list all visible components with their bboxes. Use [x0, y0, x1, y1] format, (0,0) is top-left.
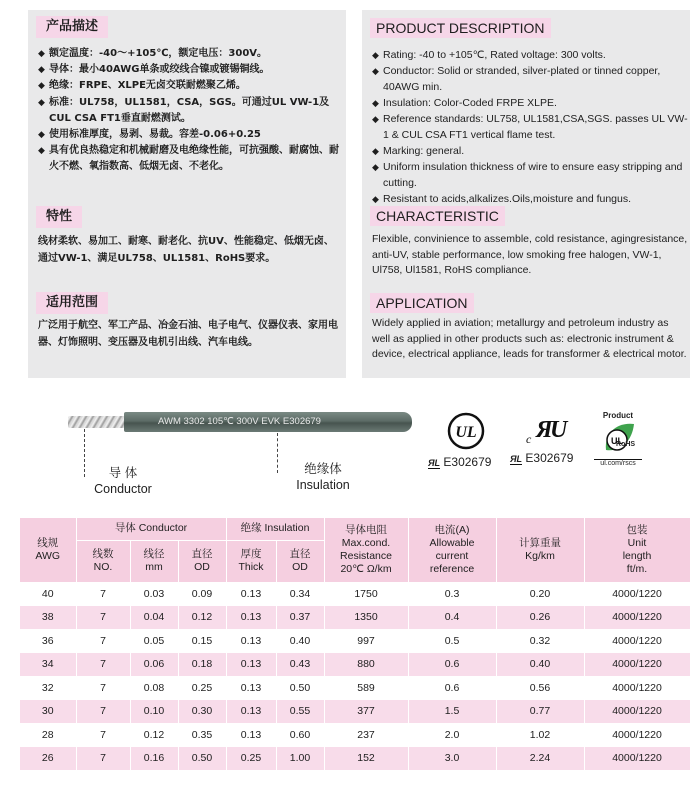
header-text: 线数 — [92, 548, 114, 560]
table-cell: 1.02 — [496, 723, 584, 747]
cul-file-number — [510, 450, 590, 466]
svg-text:Я: Я — [536, 417, 553, 443]
header-text: reference — [429, 562, 475, 575]
header-text: Unit — [627, 536, 647, 549]
table-cell: 4000/1220 — [584, 653, 690, 677]
characteristic-en-text: Flexible, convinience to assemble, cold resistance, agingresistance, anti-UV, stable performance, low smoking free halogen, VW-1, Ul758, Ul1581, RoHS compliance. — [372, 233, 688, 276]
list-item: ◆ Rating: -40 to +105℃, Rated voltage: 300 volts. — [372, 47, 688, 63]
table-row — [20, 582, 690, 606]
table-cell: 0.06 — [130, 653, 178, 677]
table-cell: 0.25 — [178, 676, 226, 700]
column-header-current — [408, 518, 496, 582]
table-cell: 4000/1220 — [584, 606, 690, 630]
table-cell: 880 — [324, 653, 408, 677]
table-cell: 7 — [76, 653, 130, 677]
spec-table-body — [20, 582, 690, 770]
ul-file-number — [428, 454, 518, 470]
table-cell: 0.50 — [276, 676, 324, 700]
characteristic-en-heading: CHARACTERISTIC — [370, 206, 505, 226]
table-cell: 0.09 — [178, 582, 226, 606]
table-cell: 0.32 — [496, 629, 584, 653]
insulation-label-cn: 绝缘体 — [304, 462, 342, 476]
table-cell: 0.13 — [226, 653, 276, 677]
header-text: 包装 — [626, 523, 648, 536]
table-cell: 0.37 — [276, 606, 324, 630]
table-cell: 4000/1220 — [584, 582, 690, 606]
cur-recognized-mark-icon — [524, 413, 576, 449]
table-cell: 28 — [20, 723, 76, 747]
table-cell: 7 — [76, 606, 130, 630]
table-cell: 1.00 — [276, 747, 324, 771]
table-row — [20, 606, 690, 630]
header-text: mm — [145, 561, 163, 573]
table-cell: 0.10 — [130, 700, 178, 724]
ul-mark-icon: ЯL — [428, 458, 441, 468]
table-cell: 0.13 — [226, 676, 276, 700]
table-row — [20, 629, 690, 653]
ul-listed-mark-icon — [446, 411, 486, 451]
header-text: 计算重量 — [519, 536, 562, 549]
characteristic-cn-text: 线材柔软、易加工、耐寒、耐老化、抗UV、性能稳定、低烟无卤、通过VW-1、满足UL758、UL1581、RoHS要求。 — [38, 236, 334, 264]
rohs-url-text: ul.com/rscs — [594, 459, 642, 468]
header-text: AWG — [35, 549, 61, 562]
table-cell: 2.24 — [496, 747, 584, 771]
column-header-weight — [496, 518, 584, 582]
table-row — [20, 700, 690, 724]
header-text: OD — [292, 561, 308, 573]
table-cell: 7 — [76, 629, 130, 653]
table-row — [20, 723, 690, 747]
table-cell: 0.4 — [408, 606, 496, 630]
conductor-label-en: Conductor — [94, 482, 152, 496]
column-header-packing — [584, 518, 690, 582]
ul-rohs-mark — [594, 411, 642, 467]
table-cell: 0.18 — [178, 653, 226, 677]
header-text: 导体电阻 — [345, 523, 388, 536]
wire-spec-table — [20, 518, 691, 770]
header-text: Allowable — [429, 536, 475, 549]
table-row — [20, 676, 690, 700]
wire-diagram — [0, 385, 700, 510]
table-cell: 40 — [20, 582, 76, 606]
table-cell: 7 — [76, 700, 130, 724]
table-cell: 30 — [20, 700, 76, 724]
list-item: ◆ 导体：最小40AWG单条或绞线合镍或镀锡铜线。 — [38, 62, 342, 78]
column-group-insulation: 绝缘 Insulation — [226, 518, 324, 540]
list-item: ◆ Conductor: Solid or stranded, silver-plated or tinned copper, 40AWG min. — [372, 63, 688, 95]
table-cell: 4000/1220 — [584, 676, 690, 700]
table-cell: 0.13 — [226, 606, 276, 630]
table-cell: 0.15 — [178, 629, 226, 653]
table-cell: 0.16 — [130, 747, 178, 771]
header-text: NO. — [93, 561, 113, 573]
table-cell: 0.05 — [130, 629, 178, 653]
application-cn-heading: 适用范围 — [36, 292, 108, 314]
cul-file-text: E302679 — [525, 451, 574, 465]
product-description-en-panel — [362, 10, 690, 378]
table-cell: 0.20 — [496, 582, 584, 606]
table-cell: 2.0 — [408, 723, 496, 747]
list-item: ◆ Resistant to acids,alkalizes.Oils,moisture and fungus. — [372, 191, 688, 207]
table-cell: 0.13 — [226, 700, 276, 724]
list-item: ◆ 额定温度：-40～+105℃，额定电压：300V。 — [38, 46, 342, 62]
list-item: ◆ 标准：UL758，UL1581，CSA，SGS。可通过UL VW-1及CUL CSA FT1垂直耐燃测试。 — [38, 95, 342, 127]
header-text: 线径 — [143, 548, 165, 560]
table-cell: 0.55 — [276, 700, 324, 724]
list-item: ◆ 使用标准厚度，易剥、易裁。容差-0.06+0.25 — [38, 127, 342, 143]
table-row — [20, 747, 690, 771]
table-cell: 0.35 — [178, 723, 226, 747]
table-cell: 7 — [76, 582, 130, 606]
column-header-conductor-od — [178, 540, 226, 582]
svg-text:c: c — [526, 432, 532, 446]
application-en-text: Widely applied in aviation; metallurgy and petroleum industry as well as applied in other products such as: electronic instrument & device, electrical appliance, leads for transformer & electrical motor. — [372, 317, 687, 360]
table-cell: 4000/1220 — [584, 629, 690, 653]
svg-text:UL: UL — [611, 436, 623, 446]
application-cn-text: 广泛用于航空、军工产品、冶金石油、电子电气、仪器仪表、家用电器、灯饰照明、变压器及电机引出线、汽车电线。 — [38, 320, 338, 348]
table-cell: 3.0 — [408, 747, 496, 771]
conductor-leader-line — [84, 429, 85, 477]
table-cell: 0.08 — [130, 676, 178, 700]
table-cell: 237 — [324, 723, 408, 747]
table-cell: 0.60 — [276, 723, 324, 747]
table-cell: 0.13 — [226, 629, 276, 653]
table-cell: 0.40 — [276, 629, 324, 653]
table-cell: 4000/1220 — [584, 723, 690, 747]
header-text: 直径 — [191, 548, 213, 560]
insulation-label-en: Insulation — [296, 478, 350, 492]
table-cell: 0.77 — [496, 700, 584, 724]
table-cell: 4000/1220 — [584, 747, 690, 771]
header-text: 厚度 — [240, 548, 262, 560]
column-header-wire-diameter — [130, 540, 178, 582]
product-description-cn-list — [38, 46, 342, 176]
list-item: ◆ Reference standards: UL758, UL1581,CSA,SGS. passes UL VW-1 & CUL CSA FT1 vertical flame test. — [372, 111, 688, 143]
table-cell: 7 — [76, 723, 130, 747]
column-header-insulation-od — [276, 540, 324, 582]
table-cell: 0.3 — [408, 582, 496, 606]
table-cell: 26 — [20, 747, 76, 771]
table-cell: 0.03 — [130, 582, 178, 606]
table-cell: 7 — [76, 747, 130, 771]
table-cell: 0.12 — [178, 606, 226, 630]
header-text: 线规 — [37, 536, 59, 549]
list-item: ◆ 具有优良热稳定和机械耐磨及电绝缘性能，可抗强酸、耐腐蚀、耐火不燃、氧指数高、低烟无卤、不老化。 — [38, 143, 342, 175]
table-cell: 0.13 — [226, 582, 276, 606]
table-cell: 0.25 — [226, 747, 276, 771]
table-cell: 36 — [20, 629, 76, 653]
header-text: 直径 — [289, 548, 311, 560]
column-header-thickness — [226, 540, 276, 582]
product-description-cn-panel — [28, 10, 346, 378]
ul-file-text: E302679 — [443, 455, 492, 469]
header-text: Max.cond. — [341, 536, 391, 549]
table-cell: 152 — [324, 747, 408, 771]
list-item: ◆ Uniform insulation thickness of wire to ensure easy stripping and cutting. — [372, 159, 688, 191]
table-cell: 0.04 — [130, 606, 178, 630]
table-cell: 4000/1220 — [584, 700, 690, 724]
table-cell: 0.50 — [178, 747, 226, 771]
conductor-label-cn: 导 体 — [108, 466, 138, 480]
table-cell: 0.13 — [226, 723, 276, 747]
list-item: ◆ Marking: general. — [372, 143, 688, 159]
header-text: 电流(A) — [434, 523, 470, 536]
rohs-leaf-icon — [598, 420, 638, 454]
rohs-product-text: Product — [602, 411, 634, 420]
table-cell: 1.5 — [408, 700, 496, 724]
table-cell: 0.12 — [130, 723, 178, 747]
table-cell: 32 — [20, 676, 76, 700]
table-cell: 0.26 — [496, 606, 584, 630]
table-row — [20, 653, 690, 677]
application-en-heading: APPLICATION — [370, 293, 474, 313]
header-text: Kg/km — [525, 549, 555, 562]
column-header-awg — [20, 518, 76, 582]
column-header-strands — [76, 540, 130, 582]
header-text: length — [622, 549, 652, 562]
product-description-en-list — [372, 47, 688, 207]
list-item: ◆ 绝缘：FRPE、XLPE无卤交联耐燃聚乙烯。 — [38, 78, 342, 94]
cul-mark-icon: ЯL — [510, 454, 523, 464]
insulation-label — [288, 461, 358, 493]
header-text: OD — [194, 561, 210, 573]
table-cell: 377 — [324, 700, 408, 724]
table-cell: 0.56 — [496, 676, 584, 700]
table-cell: 1350 — [324, 606, 408, 630]
svg-text:U: U — [550, 417, 568, 443]
column-group-conductor: 导体 Conductor — [76, 518, 226, 540]
table-cell: 0.30 — [178, 700, 226, 724]
table-cell: 0.5 — [408, 629, 496, 653]
table-cell: 0.6 — [408, 676, 496, 700]
conductor-label — [88, 465, 158, 497]
header-text: current — [435, 549, 469, 562]
table-cell: 0.43 — [276, 653, 324, 677]
table-cell: 1750 — [324, 582, 408, 606]
table-cell: 38 — [20, 606, 76, 630]
header-text: ft/m. — [626, 562, 648, 575]
header-text: 20℃ Ω/km — [340, 562, 392, 575]
stranded-conductor-image — [68, 416, 128, 428]
insulated-wire-image: AWM 3302 105℃ 300V EVK E302679 — [124, 412, 412, 432]
table-cell: 7 — [76, 676, 130, 700]
table-cell: 0.34 — [276, 582, 324, 606]
table-cell: 589 — [324, 676, 408, 700]
header-text: Thick — [238, 561, 264, 573]
product-description-en-heading: PRODUCT DESCRIPTION — [370, 18, 551, 38]
product-description-cn-heading: 产品描述 — [36, 16, 108, 38]
list-item: ◆ Insulation: Color-Coded FRPE XLPE. — [372, 95, 688, 111]
svg-text:UL: UL — [455, 424, 477, 441]
header-text: Resistance — [340, 549, 392, 562]
table-cell: 0.6 — [408, 653, 496, 677]
insulation-leader-line — [277, 433, 278, 473]
table-cell: 997 — [324, 629, 408, 653]
table-cell: 34 — [20, 653, 76, 677]
characteristic-cn-heading: 特性 — [36, 206, 82, 228]
column-header-resistance — [324, 518, 408, 582]
table-cell: 0.40 — [496, 653, 584, 677]
rohs-label-text: RoHS — [616, 441, 636, 448]
